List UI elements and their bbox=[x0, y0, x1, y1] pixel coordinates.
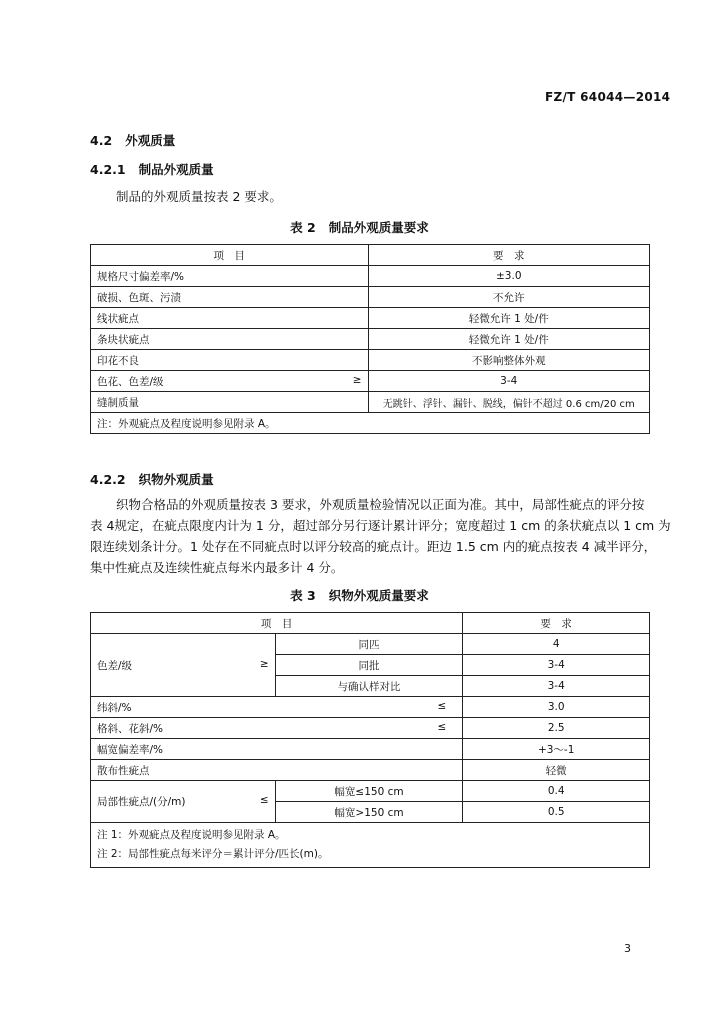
row-req: 3-4 bbox=[463, 676, 650, 697]
table-row bbox=[91, 781, 650, 802]
color-diff-item bbox=[91, 634, 276, 697]
table-note-row bbox=[91, 413, 650, 434]
table3-caption-no: 表 3 bbox=[290, 588, 316, 603]
section-4-2-2-line: 集中性疵点及连续性疵点每米内最多计 4 分。 bbox=[90, 560, 344, 575]
row-req: 不影响整体外观 bbox=[368, 350, 650, 371]
row-req: 3.0 bbox=[463, 697, 650, 718]
sub-item: 同匹 bbox=[275, 634, 463, 655]
row-item-label: 局部性疵点/(分/m) bbox=[97, 796, 186, 808]
table-row bbox=[91, 760, 650, 781]
col-item-header: 项 目 bbox=[91, 245, 369, 266]
table-row bbox=[91, 697, 650, 718]
row-req: 0.5 bbox=[463, 802, 650, 823]
row-item bbox=[91, 371, 369, 392]
row-req: 3-4 bbox=[463, 655, 650, 676]
table3-notes bbox=[91, 823, 650, 868]
section-title: 制品外观质量 bbox=[138, 162, 214, 177]
section-4-2-heading bbox=[90, 131, 175, 149]
section-number: 4.2.2 bbox=[90, 472, 126, 487]
table-row bbox=[91, 634, 650, 655]
row-req: 2.5 bbox=[463, 718, 650, 739]
row-req: 轻微允许 1 处/件 bbox=[368, 308, 650, 329]
table-header-row bbox=[91, 613, 650, 634]
row-req: +3～-1 bbox=[463, 739, 650, 760]
table3 bbox=[90, 612, 650, 868]
col-item-header: 项 目 bbox=[91, 613, 463, 634]
row-item-label: 格斜、花斜/% bbox=[97, 722, 164, 735]
table-row bbox=[91, 371, 650, 392]
table-row bbox=[91, 718, 650, 739]
table-row bbox=[91, 739, 650, 760]
table3-caption-text: 织物外观质量要求 bbox=[328, 588, 429, 603]
section-4-2-1-text: 制品的外观质量按表 2 要求。 bbox=[116, 189, 282, 204]
table-header-row bbox=[91, 245, 650, 266]
row-req: 无跳针、浮针、漏针、脱线，偏针不超过 0.6 cm/20 cm bbox=[368, 392, 650, 413]
table2 bbox=[90, 244, 650, 434]
section-4-2-2-line: 织物合格品的外观质量按表 3 要求，外观质量检验情况以正面为准。其中，局部性疵点的评分按 bbox=[116, 497, 645, 512]
table3-note: 注 2：局部性疵点每米评分＝累计评分/匹长(m)。 bbox=[97, 848, 329, 860]
row-req: ±3.0 bbox=[368, 266, 650, 287]
table-row bbox=[91, 266, 650, 287]
section-title: 织物外观质量 bbox=[138, 472, 214, 487]
col-req-header: 要 求 bbox=[368, 245, 650, 266]
col-req-header: 要 求 bbox=[463, 613, 650, 634]
table2-caption-no: 表 2 bbox=[290, 220, 316, 235]
row-item: 缝制质量 bbox=[91, 392, 369, 413]
table-note-row bbox=[91, 823, 650, 868]
section-4-2-2-line: 限连续划条计分。1 处存在不同疵点时以评分较高的疵点计。距边 1.5 cm 内的疵点按表 4 减半评分， bbox=[90, 539, 657, 554]
row-item: 规格尺寸偏差率/% bbox=[91, 266, 369, 287]
sub-item: 幅宽>150 cm bbox=[275, 802, 463, 823]
table2-note: 注：外观疵点及程度说明参见附录 A。 bbox=[91, 413, 650, 434]
row-item-label: 纬斜/% bbox=[97, 701, 132, 714]
table-row bbox=[91, 308, 650, 329]
row-req: 0.4 bbox=[463, 781, 650, 802]
row-item: 散布性疵点 bbox=[91, 760, 463, 781]
row-item bbox=[91, 697, 463, 718]
table-row bbox=[91, 392, 650, 413]
section-title: 外观质量 bbox=[125, 133, 176, 148]
table3-caption bbox=[0, 586, 719, 604]
row-req: 4 bbox=[463, 634, 650, 655]
row-item: 条块状疵点 bbox=[91, 329, 369, 350]
table2-caption bbox=[0, 218, 719, 236]
table-row bbox=[91, 350, 650, 371]
local-defect-item bbox=[91, 781, 276, 823]
table-row bbox=[91, 287, 650, 308]
row-req: 不允许 bbox=[368, 287, 650, 308]
table-row bbox=[91, 329, 650, 350]
row-item: 印花不良 bbox=[91, 350, 369, 371]
section-4-2-1-heading bbox=[90, 160, 214, 178]
row-item-label: 色花、色差/级 bbox=[97, 375, 164, 388]
table2-caption-text: 制品外观质量要求 bbox=[328, 220, 429, 235]
ge-symbol: ≥ bbox=[352, 373, 362, 386]
le-symbol: ≤ bbox=[259, 794, 269, 806]
row-item: 线状疵点 bbox=[91, 308, 369, 329]
section-4-2-2-line: 表 4规定，在疵点限度内计为 1 分，超过部分另行逐计累计评分；宽度超过 1 cm 的条状疵点以 1 cm 为 bbox=[90, 518, 671, 533]
row-req: 3-4 bbox=[368, 371, 650, 392]
row-item bbox=[91, 718, 463, 739]
row-item-label: 色差/级 bbox=[97, 659, 133, 672]
section-number: 4.2 bbox=[90, 133, 113, 148]
row-item: 幅宽偏差率/% bbox=[91, 739, 463, 760]
sub-item: 同批 bbox=[275, 655, 463, 676]
row-req: 轻微 bbox=[463, 760, 650, 781]
sub-item: 与确认样对比 bbox=[275, 676, 463, 697]
standard-number: FZ/T 64044—2014 bbox=[545, 90, 671, 104]
le-symbol: ≤ bbox=[437, 699, 447, 712]
sub-item: 幅宽≤150 cm bbox=[275, 781, 463, 802]
ge-symbol: ≥ bbox=[259, 657, 269, 670]
section-number: 4.2.1 bbox=[90, 162, 126, 177]
table3-note: 注 1：外观疵点及程度说明参见附录 A。 bbox=[97, 829, 286, 841]
row-req: 轻微允许 1 处/件 bbox=[368, 329, 650, 350]
le-symbol: ≤ bbox=[437, 720, 447, 733]
row-item: 破损、色斑、污渍 bbox=[91, 287, 369, 308]
page-number: 3 bbox=[624, 942, 631, 955]
section-4-2-2-heading bbox=[90, 470, 214, 488]
